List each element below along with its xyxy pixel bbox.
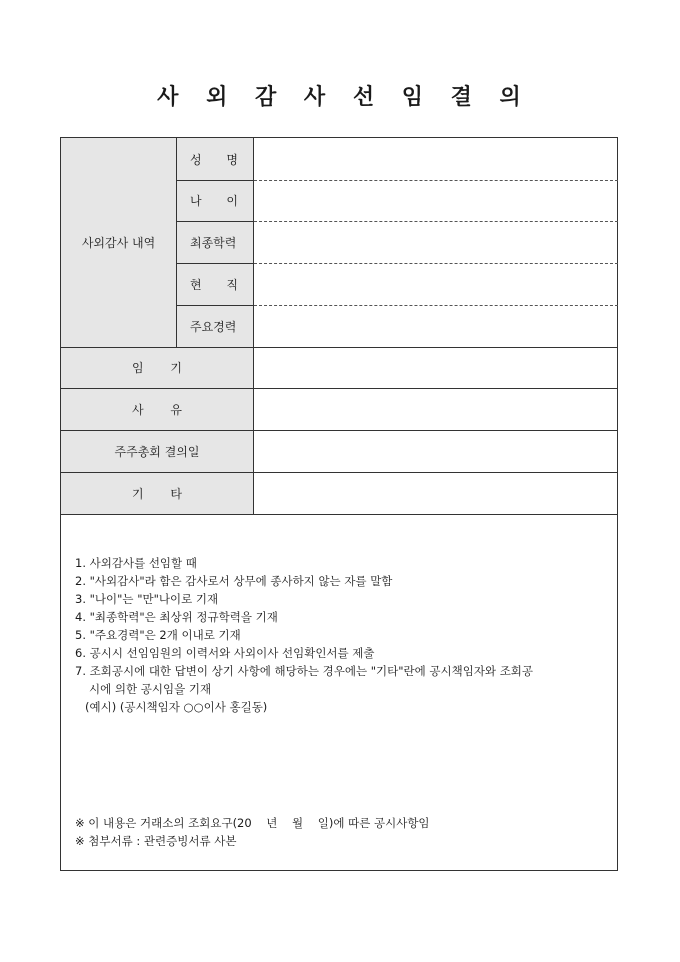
label-other bbox=[61, 472, 253, 514]
label-name bbox=[176, 138, 253, 180]
divider bbox=[61, 388, 618, 389]
label-career bbox=[176, 305, 253, 347]
divider bbox=[61, 347, 618, 348]
label-education-text: 최종학력 bbox=[190, 235, 237, 250]
divider bbox=[254, 221, 618, 222]
divider bbox=[61, 514, 618, 515]
label-term-text: 임 기 bbox=[132, 361, 182, 375]
divider bbox=[61, 472, 618, 473]
instruction-item: 7. 조회공시에 대한 답변이 상기 사항에 해당하는 경우에는 "기타"란에 공시책임자와 조회공 bbox=[75, 664, 534, 678]
instruction-item: 3. "나이"는 "만"나이로 기재 bbox=[75, 592, 219, 606]
instruction-item: 1. 사외감사를 선임할 때 bbox=[75, 556, 197, 570]
value-shareholder-meeting-date[interactable] bbox=[254, 430, 618, 472]
divider bbox=[176, 305, 253, 306]
section-label-auditor-details bbox=[61, 138, 176, 347]
footer-note-attachments: ※ 첨부서류 : 관련증빙서류 사본 bbox=[75, 834, 237, 848]
label-age-text: 나 이 bbox=[190, 194, 238, 208]
instruction-item-continued: 시에 의한 공시임을 기재 bbox=[89, 682, 212, 696]
divider bbox=[254, 180, 618, 181]
document-title: 사 외 감 사 선 임 결 의 bbox=[157, 84, 523, 110]
footer-note-inquiry: ※ 이 내용은 거래소의 조회요구(20 년 월 일)에 따른 공시사항임 bbox=[75, 816, 430, 830]
label-term bbox=[61, 347, 253, 388]
label-shareholder-meeting-date bbox=[61, 430, 253, 472]
divider bbox=[254, 263, 618, 264]
label-name-text: 성 명 bbox=[190, 152, 238, 167]
divider bbox=[254, 305, 618, 306]
value-term[interactable] bbox=[254, 347, 618, 388]
instruction-item: 4. "최종학력"은 최상위 정규학력을 기재 bbox=[75, 610, 278, 624]
label-shareholder-meeting-date-text: 주주총회 결의일 bbox=[114, 444, 200, 459]
value-other[interactable] bbox=[254, 472, 618, 514]
value-education[interactable] bbox=[254, 221, 618, 263]
divider bbox=[176, 138, 177, 347]
divider bbox=[253, 138, 254, 514]
divider bbox=[176, 263, 253, 264]
footer-notes bbox=[75, 814, 430, 850]
instruction-item: 2. "사외감사"라 함은 감사로서 상무에 종사하지 않는 자를 말함 bbox=[75, 574, 393, 588]
disclosure-form bbox=[60, 137, 618, 871]
divider bbox=[61, 430, 618, 431]
value-career[interactable] bbox=[254, 305, 618, 347]
label-age bbox=[176, 180, 253, 221]
label-career-text: 주요경력 bbox=[190, 319, 237, 334]
value-reason[interactable] bbox=[254, 388, 618, 430]
instruction-item: 6. 공시시 선임임원의 이력서와 사외이사 선임확인서를 제출 bbox=[75, 646, 375, 660]
instruction-example: (예시) (공시책임자 ○○이사 홍길동) bbox=[85, 700, 268, 714]
value-name[interactable] bbox=[254, 138, 618, 180]
instructions-list bbox=[75, 554, 605, 716]
value-age[interactable] bbox=[254, 180, 618, 221]
label-reason bbox=[61, 388, 253, 430]
instruction-item: 5. "주요경력"은 2개 이내로 기재 bbox=[75, 628, 241, 642]
divider bbox=[176, 180, 253, 181]
label-current-position bbox=[176, 263, 253, 305]
divider bbox=[176, 221, 253, 222]
section-label-text: 사외감사 내역 bbox=[81, 236, 156, 250]
label-reason-text: 사 유 bbox=[132, 402, 182, 417]
value-current-position[interactable] bbox=[254, 263, 618, 305]
label-other-text: 기 타 bbox=[132, 486, 182, 501]
label-education bbox=[176, 221, 253, 263]
label-current-position-text: 현 직 bbox=[190, 277, 238, 292]
